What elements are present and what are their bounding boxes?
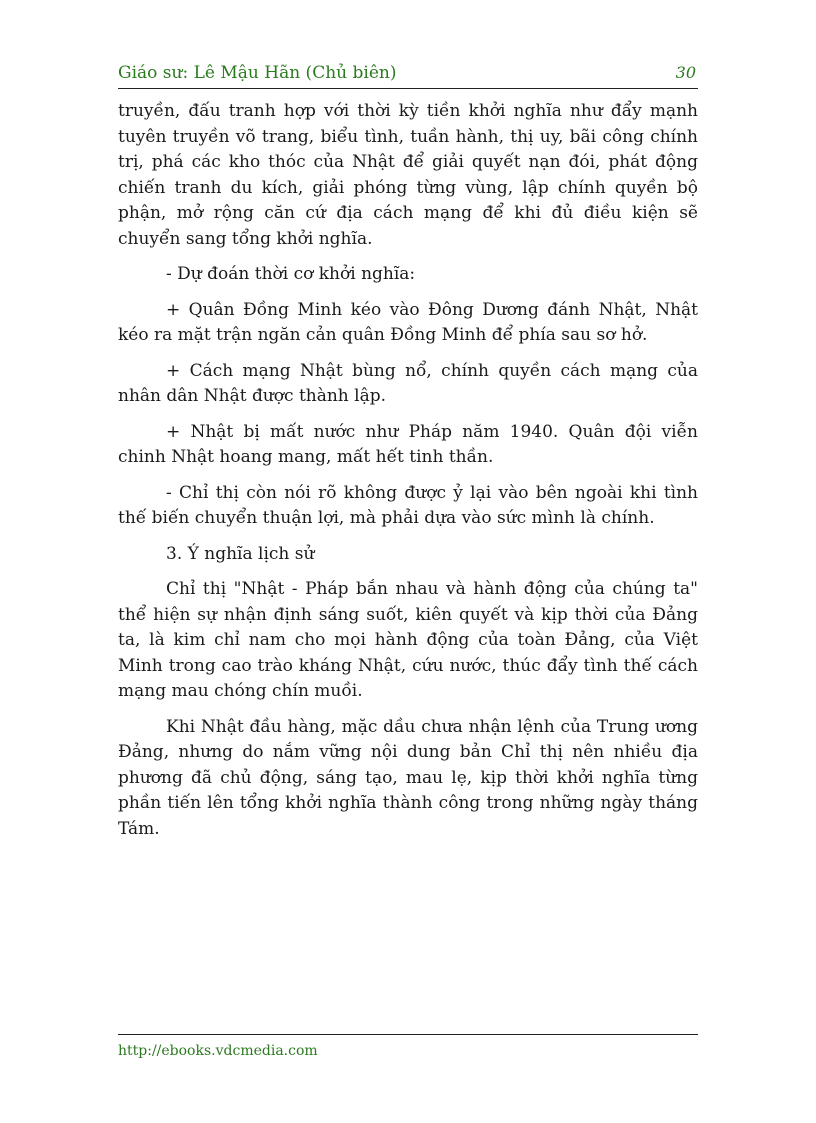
paragraph-allies: + Quân Đồng Minh kéo vào Đông Dương đánh Nhật, Nhật kéo ra mặt trận ngăn cản quân Đồng Minh để phía sau sơ hở. bbox=[118, 299, 698, 345]
paragraph-self-reliance: - Chỉ thị còn nói rõ không được ỷ lại vào bên ngoài khi tình thế biến chuyển thuận lợi, mà phải dựa vào sức mình là chính. bbox=[118, 482, 698, 528]
paragraph-japan-revolution: + Cách mạng Nhật bùng nổ, chính quyền cách mạng của nhân dân Nhật được thành lập. bbox=[118, 360, 698, 406]
page-header bbox=[118, 60, 698, 89]
page-body bbox=[118, 99, 698, 852]
book-title: Giáo sư: Lê Mậu Hãn (Chủ biên) bbox=[118, 63, 397, 83]
paragraph-directive-significance: Chỉ thị "Nhật - Pháp bắn nhau và hành động của chúng ta" thể hiện sự nhận định sáng suốt, kiên quyết và kịp thời của Đảng ta, là kim chỉ nam cho mọi hành động của toàn Đảng, của Việt Minh trong cao trào kháng Nhật, cứu nước, thúc đẩy tình thế cách mạng mau chóng chín muồi. bbox=[118, 579, 698, 701]
page-number: 30 bbox=[675, 63, 696, 82]
paragraph-japan-defeat: + Nhật bị mất nước như Pháp năm 1940. Quân đội viễn chinh Nhật hoang mang, mất hết tinh thần. bbox=[118, 421, 698, 467]
paragraph-japan-surrender: Khi Nhật đầu hàng, mặc dầu chưa nhận lệnh của Trung ương Đảng, nhưng do nắm vững nội dung bản Chỉ thị nên nhiều địa phương đã chủ động, sáng tạo, mau lẹ, kịp thời khởi nghĩa từng phần tiến lên tổng khởi nghĩa thành công trong những ngày tháng Tám. bbox=[118, 716, 698, 839]
section-heading-significance: 3. Ý nghĩa lịch sử bbox=[166, 543, 315, 564]
paragraph-opportunity-heading: - Dự đoán thời cơ khởi nghĩa: bbox=[166, 264, 416, 284]
paragraph-continuation: truyền, đấu tranh hợp với thời kỳ tiền khởi nghĩa như đẩy mạnh tuyên truyền võ trang, biểu tình, tuần hành, thị uy, bãi công chính trị, phá các kho thóc của Nhật để giải quyết nạn đói, phát động chiến tranh du kích, giải phóng từng vùng, lập chính quyền bộ phận, mở rộng căn cứ địa cách mạng để khi đủ điều kiện sẽ chuyển sang tổng khởi nghĩa. bbox=[118, 101, 698, 249]
footer-link[interactable]: http://ebooks.vdcmedia.com bbox=[118, 1043, 318, 1059]
footer-divider bbox=[118, 1034, 698, 1035]
